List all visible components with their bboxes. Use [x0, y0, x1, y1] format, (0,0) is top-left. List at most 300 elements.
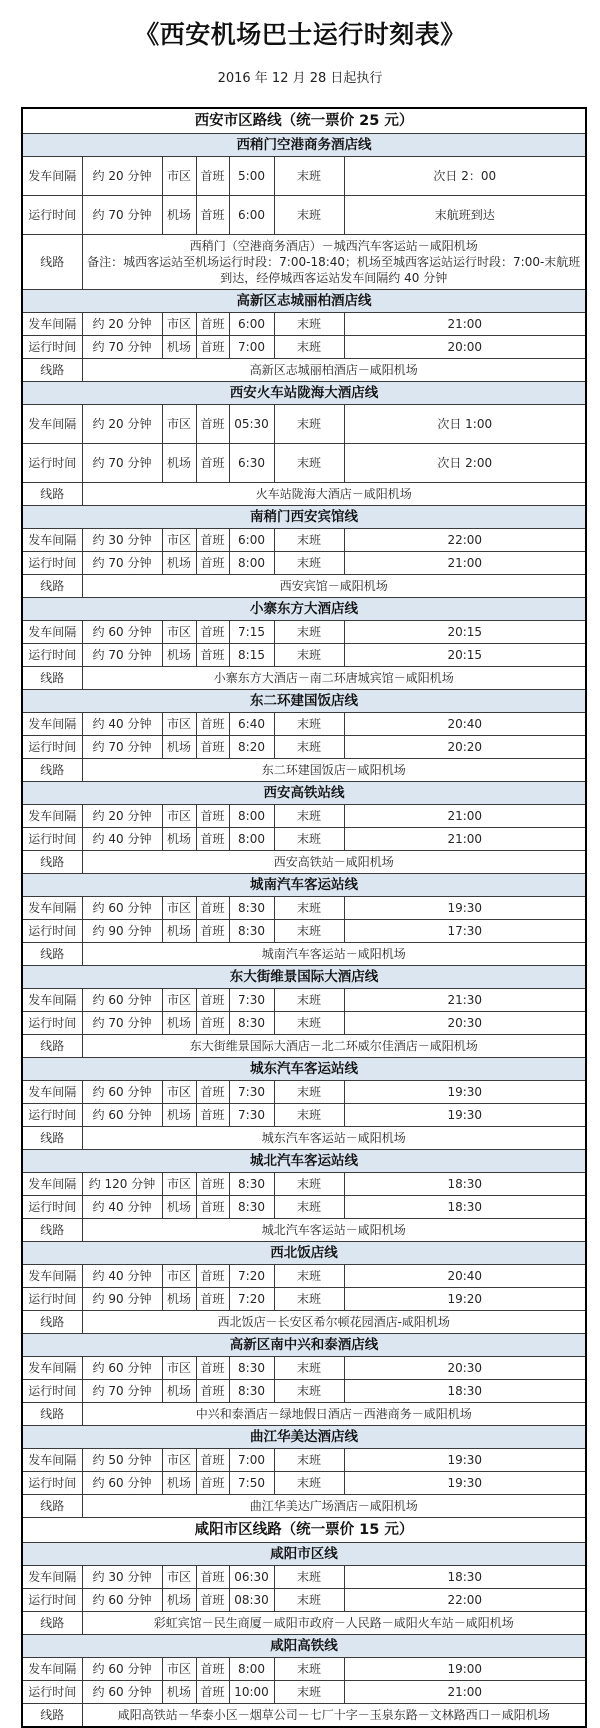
- interval-value: 约 60 分钟: [82, 621, 162, 644]
- schedule-row: [22, 897, 586, 920]
- first-bus-label: 首班: [196, 897, 229, 920]
- route-name: 咸阳高铁线: [22, 1635, 586, 1658]
- schedule-row: [22, 313, 586, 336]
- first-bus-time: 8:30: [229, 1357, 274, 1380]
- last-bus-time: 21:00: [344, 805, 586, 828]
- runtime-value: 约 70 分钟: [82, 552, 162, 575]
- route-header-row: [22, 598, 586, 621]
- row-label: 发车间隔: [22, 1357, 82, 1380]
- origin-label: 市区: [162, 157, 196, 196]
- row-label: 运行时间: [22, 1380, 82, 1403]
- first-bus-label: 首班: [196, 1081, 229, 1104]
- route-path-row: [22, 1219, 586, 1242]
- last-bus-time: 20:15: [344, 621, 586, 644]
- interval-value: 约 60 分钟: [82, 897, 162, 920]
- first-bus-label: 首班: [196, 1196, 229, 1219]
- first-bus-time: 7:20: [229, 1265, 274, 1288]
- route-header-row: [22, 382, 586, 405]
- first-bus-label: 首班: [196, 1104, 229, 1127]
- last-bus-time: 21:30: [344, 989, 586, 1012]
- origin-label: 市区: [162, 1173, 196, 1196]
- route-path: [82, 1219, 586, 1242]
- route-path-line: 中兴和泰酒店－绿地假日酒店－西港商务－咸阳机场: [195, 1407, 472, 1421]
- route-name: 南稍门西安宾馆线: [22, 506, 586, 529]
- origin-label: 市区: [162, 989, 196, 1012]
- row-label: 发车间隔: [22, 157, 82, 196]
- last-bus-label: 末班: [274, 1589, 344, 1612]
- origin-label: 市区: [162, 805, 196, 828]
- first-bus-time: 10:00: [229, 1681, 274, 1704]
- first-bus-label: 首班: [196, 1658, 229, 1681]
- first-bus-label: 首班: [196, 805, 229, 828]
- first-bus-time: 8:00: [229, 552, 274, 575]
- route-path: [82, 1495, 586, 1518]
- origin-label: 市区: [162, 1265, 196, 1288]
- last-bus-label: 末班: [274, 1658, 344, 1681]
- last-bus-label: 末班: [274, 1265, 344, 1288]
- route-path: [82, 359, 586, 382]
- last-bus-time: 18:30: [344, 1566, 586, 1589]
- last-bus-time: 20:40: [344, 713, 586, 736]
- route-path-line: 城北汽车客运站－咸阳机场: [261, 1223, 406, 1237]
- last-bus-label: 末班: [274, 1173, 344, 1196]
- schedule-row: [22, 1104, 586, 1127]
- last-bus-time: 18:30: [344, 1380, 586, 1403]
- route-path-row: [22, 1127, 586, 1150]
- origin-label: 机场: [162, 736, 196, 759]
- route-name: 小寨东方大酒店线: [22, 598, 586, 621]
- first-bus-time: 7:30: [229, 989, 274, 1012]
- route-header-row: [22, 966, 586, 989]
- route-path-line: 西稍门（空港商务酒店）－城西汽车客运站－咸阳机场: [189, 239, 478, 253]
- last-bus-label: 末班: [274, 736, 344, 759]
- runtime-value: 约 70 分钟: [82, 336, 162, 359]
- route-name: 西稍门空港商务酒店线: [22, 134, 586, 157]
- row-label: 发车间隔: [22, 529, 82, 552]
- row-label: 发车间隔: [22, 313, 82, 336]
- last-bus-label: 末班: [274, 1012, 344, 1035]
- effective-date: 2016 年 12 月 28 日起执行: [217, 71, 383, 86]
- last-bus-time: 17:30: [344, 920, 586, 943]
- first-bus-label: 首班: [196, 1265, 229, 1288]
- origin-label: 市区: [162, 405, 196, 444]
- route-path: [82, 1035, 586, 1058]
- route-header-row: [22, 1058, 586, 1081]
- first-bus-label: 首班: [196, 713, 229, 736]
- row-label: 运行时间: [22, 1472, 82, 1495]
- route-path-line: 西安宾馆－咸阳机场: [279, 579, 388, 593]
- last-bus-label: 末班: [274, 1566, 344, 1589]
- last-bus-label: 末班: [274, 1104, 344, 1127]
- route-path-row: [22, 1311, 586, 1334]
- last-bus-time: 20:30: [344, 1357, 586, 1380]
- schedule-row: [22, 920, 586, 943]
- last-bus-label: 末班: [274, 897, 344, 920]
- route-path: [82, 943, 586, 966]
- last-bus-label: 末班: [274, 336, 344, 359]
- row-label: 线路: [22, 235, 82, 290]
- route-path-line: 彩虹宾馆－民生商厦－咸阳市政府－人民路－咸阳火车站－咸阳机场: [153, 1616, 514, 1630]
- route-header-row: [22, 782, 586, 805]
- last-bus-label: 末班: [274, 1472, 344, 1495]
- row-label: 线路: [22, 1403, 82, 1426]
- last-bus-label: 末班: [274, 1380, 344, 1403]
- first-bus-label: 首班: [196, 989, 229, 1012]
- first-bus-time: 5:00: [229, 157, 274, 196]
- runtime-value: 约 70 分钟: [82, 736, 162, 759]
- interval-value: 约 40 分钟: [82, 1265, 162, 1288]
- schedule-row: [22, 1012, 586, 1035]
- origin-label: 机场: [162, 1589, 196, 1612]
- runtime-value: 约 70 分钟: [82, 196, 162, 235]
- first-bus-time: 8:20: [229, 736, 274, 759]
- route-header-row: [22, 1150, 586, 1173]
- route-path: [82, 1127, 586, 1150]
- origin-label: 机场: [162, 196, 196, 235]
- route-header-row: [22, 290, 586, 313]
- interval-value: 约 20 分钟: [82, 313, 162, 336]
- row-label: 线路: [22, 1127, 82, 1150]
- route-path: [82, 1612, 586, 1635]
- row-label: 发车间隔: [22, 805, 82, 828]
- route-header-row: [22, 874, 586, 897]
- last-bus-time: 次日 2：00: [344, 157, 586, 196]
- route-name: 曲江华美达酒店线: [22, 1426, 586, 1449]
- first-bus-time: 8:30: [229, 920, 274, 943]
- first-bus-label: 首班: [196, 1357, 229, 1380]
- route-name: 西安高铁站线: [22, 782, 586, 805]
- row-label: 线路: [22, 575, 82, 598]
- first-bus-label: 首班: [196, 1449, 229, 1472]
- first-bus-label: 首班: [196, 529, 229, 552]
- schedule-row: [22, 196, 586, 235]
- last-bus-time: 21:00: [344, 313, 586, 336]
- first-bus-time: 8:30: [229, 1012, 274, 1035]
- row-label: 运行时间: [22, 1589, 82, 1612]
- first-bus-time: 6:00: [229, 196, 274, 235]
- origin-label: 市区: [162, 897, 196, 920]
- last-bus-time: 18:30: [344, 1173, 586, 1196]
- schedule-row: [22, 1566, 586, 1589]
- last-bus-label: 末班: [274, 621, 344, 644]
- runtime-value: 约 90 分钟: [82, 1288, 162, 1311]
- route-path-row: [22, 943, 586, 966]
- first-bus-time: 6:00: [229, 529, 274, 552]
- row-label: 运行时间: [22, 552, 82, 575]
- last-bus-label: 末班: [274, 1196, 344, 1219]
- row-label: 线路: [22, 851, 82, 874]
- first-bus-time: 06:30: [229, 1566, 274, 1589]
- last-bus-time: 19:30: [344, 1472, 586, 1495]
- row-label: 发车间隔: [22, 405, 82, 444]
- first-bus-time: 8:00: [229, 805, 274, 828]
- row-label: 线路: [22, 943, 82, 966]
- route-path-line: 小寨东方大酒店－南二环唐城宾馆－咸阳机场: [213, 671, 454, 685]
- route-name: 咸阳市区线: [22, 1543, 586, 1566]
- interval-value: 约 60 分钟: [82, 1357, 162, 1380]
- route-header-row: [22, 1543, 586, 1566]
- row-label: 发车间隔: [22, 1265, 82, 1288]
- row-label: 线路: [22, 1219, 82, 1242]
- runtime-value: 约 40 分钟: [82, 828, 162, 851]
- row-label: 运行时间: [22, 336, 82, 359]
- origin-label: 市区: [162, 621, 196, 644]
- origin-label: 机场: [162, 1681, 196, 1704]
- row-label: 运行时间: [22, 1288, 82, 1311]
- route-path-line: 高新区志城丽柏酒店－咸阳机场: [249, 363, 418, 377]
- last-bus-label: 末班: [274, 157, 344, 196]
- first-bus-label: 首班: [196, 313, 229, 336]
- row-label: 发车间隔: [22, 713, 82, 736]
- route-path: [82, 759, 586, 782]
- first-bus-label: 首班: [196, 644, 229, 667]
- first-bus-label: 首班: [196, 196, 229, 235]
- first-bus-label: 首班: [196, 1173, 229, 1196]
- first-bus-time: 6:30: [229, 444, 274, 483]
- route-name: 东二环建国饭店线: [22, 690, 586, 713]
- last-bus-time: 20:30: [344, 1012, 586, 1035]
- bus-timetable: [21, 107, 587, 1728]
- route-path: [82, 1311, 586, 1334]
- first-bus-time: 8:00: [229, 1658, 274, 1681]
- runtime-value: 约 70 分钟: [82, 444, 162, 483]
- route-name: 东大街维景国际大酒店线: [22, 966, 586, 989]
- first-bus-time: 8:30: [229, 897, 274, 920]
- row-label: 运行时间: [22, 1681, 82, 1704]
- last-bus-time: 21:00: [344, 828, 586, 851]
- schedule-row: [22, 1081, 586, 1104]
- interval-value: 约 60 分钟: [82, 1081, 162, 1104]
- page-title: 《西安机场巴士运行时刻表》: [134, 20, 466, 49]
- origin-label: 机场: [162, 920, 196, 943]
- first-bus-label: 首班: [196, 621, 229, 644]
- first-bus-time: 8:30: [229, 1173, 274, 1196]
- first-bus-time: 8:15: [229, 644, 274, 667]
- route-path: [82, 1403, 586, 1426]
- last-bus-label: 末班: [274, 989, 344, 1012]
- runtime-value: 约 40 分钟: [82, 1196, 162, 1219]
- row-label: 发车间隔: [22, 1081, 82, 1104]
- first-bus-label: 首班: [196, 157, 229, 196]
- section-header-row: [22, 108, 586, 134]
- route-path-row: [22, 359, 586, 382]
- route-path: [82, 235, 586, 290]
- first-bus-label: 首班: [196, 1472, 229, 1495]
- route-path-row: [22, 1403, 586, 1426]
- route-path-row: [22, 1704, 586, 1728]
- origin-label: 市区: [162, 313, 196, 336]
- route-path-line: 东大街维景国际大酒店－北二环威尔佳酒店－咸阳机场: [189, 1039, 478, 1053]
- route-name: 西安火车站陇海大酒店线: [22, 382, 586, 405]
- last-bus-label: 末班: [274, 920, 344, 943]
- row-label: 发车间隔: [22, 1173, 82, 1196]
- first-bus-label: 首班: [196, 336, 229, 359]
- route-path-line: 城东汽车客运站－咸阳机场: [261, 1131, 406, 1145]
- route-name: 城北汽车客运站线: [22, 1150, 586, 1173]
- last-bus-time: 次日 1:00: [344, 405, 586, 444]
- first-bus-time: 7:15: [229, 621, 274, 644]
- last-bus-time: 21:00: [344, 1681, 586, 1704]
- schedule-row: [22, 1449, 586, 1472]
- route-path-line: 备注：城西客运站至机场运行时段：7:00-18:40；机场至城西客运站运行时段：7:00-末航班到达，经停城西客运站发车间隔约 40 分钟: [87, 255, 581, 285]
- route-path: [82, 1704, 586, 1728]
- route-name: 城南汽车客运站线: [22, 874, 586, 897]
- first-bus-time: 8:30: [229, 1196, 274, 1219]
- row-label: 运行时间: [22, 1012, 82, 1035]
- row-label: 运行时间: [22, 920, 82, 943]
- interval-value: 约 30 分钟: [82, 1566, 162, 1589]
- row-label: 运行时间: [22, 736, 82, 759]
- first-bus-label: 首班: [196, 405, 229, 444]
- first-bus-time: 7:20: [229, 1288, 274, 1311]
- schedule-row: [22, 713, 586, 736]
- schedule-row: [22, 1658, 586, 1681]
- last-bus-label: 末班: [274, 1357, 344, 1380]
- origin-label: 机场: [162, 828, 196, 851]
- schedule-row: [22, 1196, 586, 1219]
- schedule-row: [22, 1681, 586, 1704]
- first-bus-label: 首班: [196, 552, 229, 575]
- schedule-row: [22, 1589, 586, 1612]
- section-header: 咸阳市区线路（统一票价 15 元）: [22, 1518, 586, 1543]
- last-bus-label: 末班: [274, 552, 344, 575]
- route-path: [82, 851, 586, 874]
- route-path-row: [22, 1035, 586, 1058]
- last-bus-time: 20:00: [344, 336, 586, 359]
- schedule-row: [22, 1265, 586, 1288]
- origin-label: 机场: [162, 1104, 196, 1127]
- last-bus-time: 20:15: [344, 644, 586, 667]
- first-bus-label: 首班: [196, 828, 229, 851]
- row-label: 线路: [22, 667, 82, 690]
- route-path-line: 城南汽车客运站－咸阳机场: [261, 947, 406, 961]
- origin-label: 市区: [162, 529, 196, 552]
- route-path-line: 曲江华美达广场酒店－咸阳机场: [249, 1499, 418, 1513]
- route-header-row: [22, 690, 586, 713]
- route-header-row: [22, 1635, 586, 1658]
- last-bus-time: 20:20: [344, 736, 586, 759]
- section-header: 西安市区路线（统一票价 25 元）: [22, 108, 586, 134]
- last-bus-label: 末班: [274, 1081, 344, 1104]
- route-path: [82, 575, 586, 598]
- route-path-row: [22, 759, 586, 782]
- route-name: 高新区志城丽柏酒店线: [22, 290, 586, 313]
- row-label: 运行时间: [22, 196, 82, 235]
- origin-label: 机场: [162, 552, 196, 575]
- runtime-value: 约 60 分钟: [82, 1589, 162, 1612]
- route-header-row: [22, 1334, 586, 1357]
- row-label: 发车间隔: [22, 1566, 82, 1589]
- row-label: 线路: [22, 483, 82, 506]
- interval-value: 约 50 分钟: [82, 1449, 162, 1472]
- row-label: 线路: [22, 1704, 82, 1728]
- interval-value: 约 20 分钟: [82, 805, 162, 828]
- origin-label: 市区: [162, 713, 196, 736]
- first-bus-time: 6:00: [229, 313, 274, 336]
- first-bus-time: 05:30: [229, 405, 274, 444]
- last-bus-time: 22:00: [344, 1589, 586, 1612]
- first-bus-time: 7:00: [229, 336, 274, 359]
- last-bus-label: 末班: [274, 713, 344, 736]
- route-path-row: [22, 483, 586, 506]
- row-label: 线路: [22, 759, 82, 782]
- first-bus-label: 首班: [196, 1380, 229, 1403]
- runtime-value: 约 70 分钟: [82, 1012, 162, 1035]
- row-label: 发车间隔: [22, 1658, 82, 1681]
- last-bus-time: 22:00: [344, 529, 586, 552]
- row-label: 线路: [22, 1035, 82, 1058]
- last-bus-label: 末班: [274, 644, 344, 667]
- last-bus-time: 18:30: [344, 1196, 586, 1219]
- last-bus-time: 20:40: [344, 1265, 586, 1288]
- origin-label: 机场: [162, 1472, 196, 1495]
- route-header-row: [22, 1242, 586, 1265]
- route-header-row: [22, 134, 586, 157]
- last-bus-label: 末班: [274, 444, 344, 483]
- row-label: 运行时间: [22, 444, 82, 483]
- route-name: 西北饭店线: [22, 1242, 586, 1265]
- route-path-row: [22, 1612, 586, 1635]
- route-path-line: 西安高铁站－咸阳机场: [273, 855, 394, 869]
- interval-value: 约 20 分钟: [82, 157, 162, 196]
- row-label: 线路: [22, 1311, 82, 1334]
- route-path-row: [22, 575, 586, 598]
- first-bus-label: 首班: [196, 1589, 229, 1612]
- origin-label: 机场: [162, 1196, 196, 1219]
- row-label: 线路: [22, 1612, 82, 1635]
- route-path-row: [22, 1495, 586, 1518]
- first-bus-time: 08:30: [229, 1589, 274, 1612]
- schedule-row: [22, 157, 586, 196]
- origin-label: 机场: [162, 336, 196, 359]
- first-bus-time: 6:40: [229, 713, 274, 736]
- first-bus-label: 首班: [196, 1681, 229, 1704]
- last-bus-label: 末班: [274, 828, 344, 851]
- schedule-row: [22, 805, 586, 828]
- last-bus-time: 19:20: [344, 1288, 586, 1311]
- first-bus-time: 7:30: [229, 1104, 274, 1127]
- runtime-value: 约 60 分钟: [82, 1681, 162, 1704]
- interval-value: 约 120 分钟: [82, 1173, 162, 1196]
- row-label: 线路: [22, 359, 82, 382]
- row-label: 运行时间: [22, 1196, 82, 1219]
- schedule-row: [22, 529, 586, 552]
- route-path-line: 火车站陇海大酒店－咸阳机场: [255, 487, 412, 501]
- origin-label: 机场: [162, 1288, 196, 1311]
- first-bus-label: 首班: [196, 1012, 229, 1035]
- origin-label: 市区: [162, 1566, 196, 1589]
- interval-value: 约 60 分钟: [82, 989, 162, 1012]
- row-label: 运行时间: [22, 644, 82, 667]
- schedule-row: [22, 621, 586, 644]
- row-label: 发车间隔: [22, 989, 82, 1012]
- row-label: 运行时间: [22, 828, 82, 851]
- first-bus-time: 7:00: [229, 1449, 274, 1472]
- route-path-line: 东二环建国饭店－咸阳机场: [261, 763, 406, 777]
- last-bus-time: 次日 2:00: [344, 444, 586, 483]
- runtime-value: 约 70 分钟: [82, 644, 162, 667]
- last-bus-label: 末班: [274, 196, 344, 235]
- route-path-row: [22, 235, 586, 290]
- first-bus-time: 8:00: [229, 828, 274, 851]
- schedule-row: [22, 828, 586, 851]
- origin-label: 机场: [162, 1012, 196, 1035]
- interval-value: 约 20 分钟: [82, 405, 162, 444]
- origin-label: 机场: [162, 444, 196, 483]
- origin-label: 市区: [162, 1081, 196, 1104]
- first-bus-label: 首班: [196, 920, 229, 943]
- schedule-row: [22, 1173, 586, 1196]
